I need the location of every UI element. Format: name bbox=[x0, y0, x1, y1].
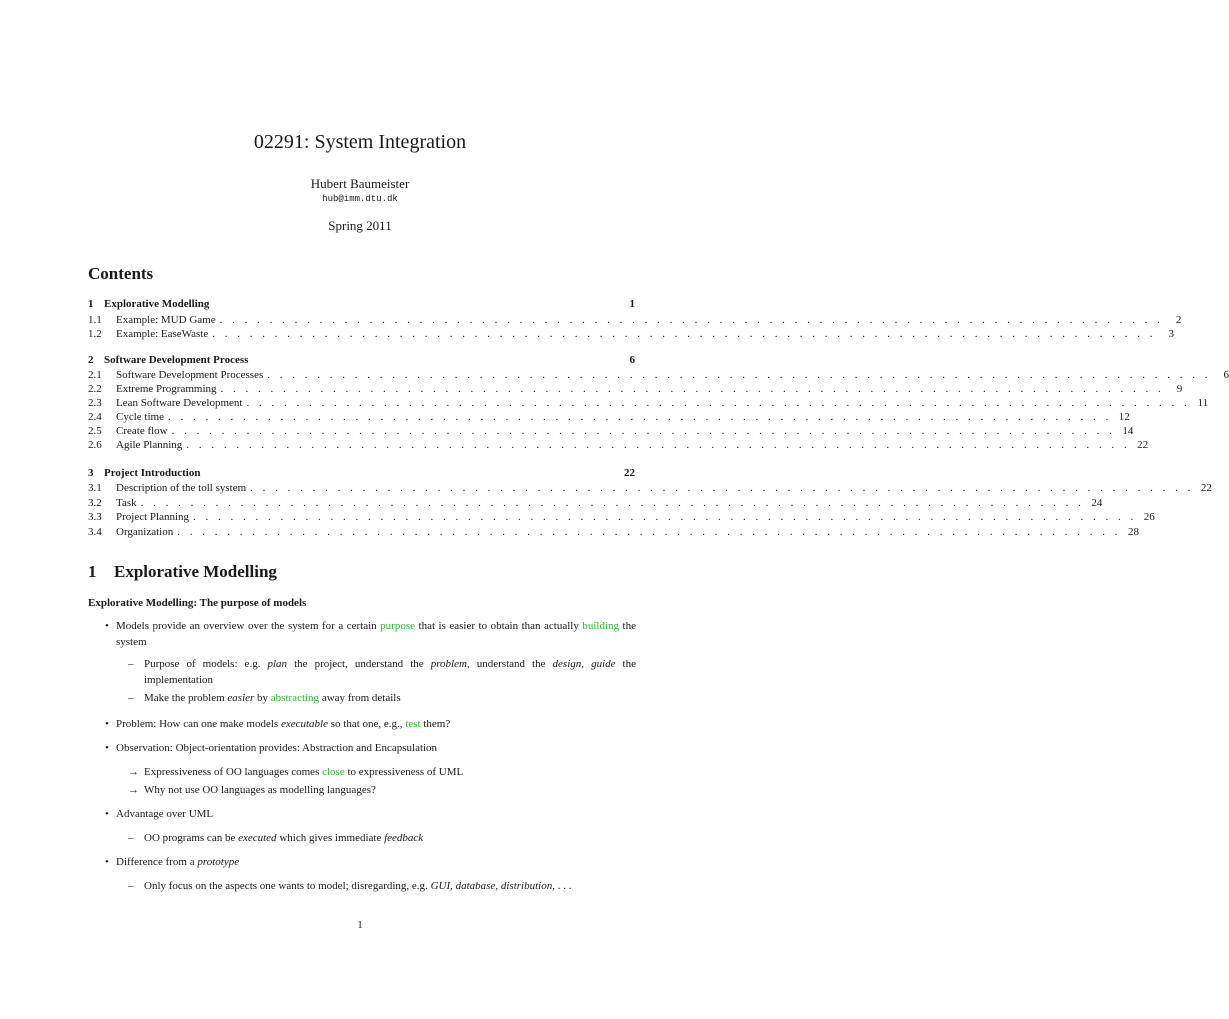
toc-entry-number: 1.2 bbox=[88, 328, 102, 340]
emphasis: distribution bbox=[500, 880, 553, 892]
emphasis: guide bbox=[591, 658, 616, 670]
dash-icon: – bbox=[128, 692, 134, 704]
toc-page-number: 22 bbox=[624, 467, 635, 479]
text-run: so that one, e.g., bbox=[328, 718, 406, 730]
page-number: 1 bbox=[357, 919, 363, 931]
toc-entry-number: 2.2 bbox=[88, 383, 102, 395]
toc-page-number: 6 bbox=[1223, 369, 1229, 381]
toc-entry-2-5[interactable] bbox=[88, 425, 1134, 439]
text-run: the system bbox=[116, 620, 636, 648]
toc-entry-title: Lean Software Development bbox=[116, 397, 243, 409]
arrow-right-icon: → bbox=[128, 784, 139, 796]
toc-entry-title: Organization bbox=[116, 526, 174, 538]
text-run: that is easier to obtain than actually bbox=[415, 620, 583, 632]
toc-entry-title: Example: EaseWaste bbox=[116, 328, 209, 340]
toc-entry-title: Create flow bbox=[116, 425, 168, 437]
toc-page-number: 14 bbox=[1122, 425, 1134, 437]
toc-entry-title: Description of the toll system bbox=[116, 482, 247, 494]
toc-page-number: 1 bbox=[629, 298, 635, 310]
list-item-text bbox=[144, 878, 636, 894]
document-author: Hubert Baumeister bbox=[310, 176, 410, 191]
toc-section-2[interactable] bbox=[88, 354, 635, 368]
section-heading-1 bbox=[88, 562, 277, 582]
toc-page-number: 2 bbox=[1175, 314, 1182, 326]
author-email: hub@imm.dtu.dk bbox=[322, 194, 398, 204]
toc-entry-2-4[interactable] bbox=[88, 411, 1130, 425]
emphasis: feedback bbox=[384, 832, 424, 844]
emphasis: GUI bbox=[430, 880, 451, 892]
list-item-text bbox=[116, 618, 636, 650]
emphasis: executable bbox=[280, 718, 328, 730]
list-item-text: Why not use OO languages as modelling languages? bbox=[144, 784, 376, 796]
contents-heading: Contents bbox=[88, 264, 154, 283]
toc-entry-2-1[interactable] bbox=[88, 369, 1229, 383]
toc-leader-dots: . . . . . . . . . . . . . . . . . . . . . . . . . . . . . . . . . . . . . . . . . . . . . . . . . . . . . . . . . . . . . . . . . . . . . . . . . . . . bbox=[167, 411, 1112, 423]
toc-leader-dots: . . . . . . . . . . . . . . . . . . . . . . . . . . . . . . . . . . . . . . . . . . . . . . . . . . . . . . . . . . . . . . . . . . . . . . . . . . . . bbox=[250, 482, 1194, 494]
text-run: , bbox=[581, 658, 592, 670]
toc-entry-3-4[interactable] bbox=[88, 526, 1139, 540]
text-run: by bbox=[254, 692, 271, 704]
text-run: the implementation bbox=[144, 658, 636, 686]
toc-section-1[interactable] bbox=[88, 298, 635, 312]
emphasis: plan bbox=[267, 658, 288, 670]
toc-entry-1-2[interactable] bbox=[88, 328, 1175, 342]
dash-icon: – bbox=[128, 658, 134, 670]
toc-page-number: 22 bbox=[1137, 439, 1149, 451]
text-run: , bbox=[495, 880, 501, 892]
toc-leader-dots: . . . . . . . . . . . . . . . . . . . . . . . . . . . . . . . . . . . . . . . . . . . . . . . . . . . . . . . . . . . . . . . . . . . . . . . . . . . . bbox=[171, 425, 1116, 437]
toc-section-number: 3 bbox=[88, 467, 94, 479]
toc-page-number: 28 bbox=[1127, 526, 1139, 538]
toc-entry-1-1[interactable] bbox=[88, 314, 1182, 328]
toc-page-number: 22 bbox=[1200, 482, 1212, 494]
emphasis: executed bbox=[238, 832, 277, 844]
toc-section-number: 1 bbox=[88, 298, 94, 310]
text-run: Difference from a bbox=[116, 856, 198, 868]
toc-entry-2-3[interactable] bbox=[88, 397, 1209, 411]
toc-entry-number: 3.4 bbox=[88, 526, 102, 538]
toc-leader-dots: . . . . . . . . . . . . . . . . . . . . . . . . . . . . . . . . . . . . . . . . . . . . . . . . . . . . . . . . . . . . . . . . . . . . . . . . . . . . bbox=[186, 439, 1131, 451]
toc-entry-title: Software Development Processes bbox=[116, 369, 264, 381]
text-run: Make the problem bbox=[144, 692, 228, 704]
text-run: which gives immediate bbox=[276, 832, 385, 844]
toc-entry-number: 2.4 bbox=[88, 411, 102, 423]
toc-page-number: 24 bbox=[1091, 497, 1103, 509]
toc-page-number: 3 bbox=[1168, 328, 1175, 340]
toc-entry-2-2[interactable] bbox=[88, 383, 1183, 397]
toc-entry-number: 3.3 bbox=[88, 511, 102, 523]
text-run: the project, understand the bbox=[287, 658, 431, 670]
list-item-text bbox=[144, 764, 636, 780]
toc-entry-title: Task bbox=[116, 497, 137, 509]
text-run: them? bbox=[420, 718, 451, 730]
text-run: Problem: How can one make models bbox=[116, 718, 281, 730]
toc-entry-title: Extreme Programming bbox=[116, 383, 217, 395]
toc-entry-title: Agile Planning bbox=[116, 439, 183, 451]
toc-entry-3-1[interactable] bbox=[88, 482, 1212, 496]
toc-page-number: 12 bbox=[1118, 411, 1130, 423]
list-item-text bbox=[116, 716, 636, 732]
toc-section-title: Explorative Modelling bbox=[104, 298, 210, 310]
toc-leader-dots: . . . . . . . . . . . . . . . . . . . . . . . . . . . . . . . . . . . . . . . . . . . . . . . . . . . . . . . . . . . . . . . . . . . . . . . . . . . . bbox=[212, 328, 1157, 340]
text-run: , . . . bbox=[552, 880, 572, 892]
list-item-text: Advantage over UML bbox=[116, 808, 214, 820]
toc-entry-2-6[interactable] bbox=[88, 439, 1149, 453]
list-item-text: Observation: Object-orientation provides: Abstraction and Encapsulation bbox=[116, 742, 438, 754]
toc-leader-dots: . . . . . . . . . . . . . . . . . . . . . . . . . . . . . . . . . . . . . . . . . . . . . . . . . . . . . . . . . . . . . . . . . . . . . . . . . . . . bbox=[193, 511, 1137, 523]
bullet-icon: • bbox=[105, 742, 109, 754]
emphasis: problem bbox=[430, 658, 467, 670]
toc-section-title: Project Introduction bbox=[104, 467, 201, 479]
text-run: Models provide an overview over the system for a certain bbox=[116, 620, 381, 632]
toc-page-number: 26 bbox=[1143, 511, 1155, 523]
toc-entry-number: 2.6 bbox=[88, 439, 102, 451]
toc-leader-dots: . . . . . . . . . . . . . . . . . . . . . . . . . . . . . . . . . . . . . . . . . . . . . . . . . . . . . . . . . . . . . . . . . . . . . . . . . . . . bbox=[220, 383, 1165, 395]
section-number: 1 bbox=[88, 562, 97, 581]
section-title: Explorative Modelling bbox=[114, 562, 277, 581]
toc-section-3[interactable] bbox=[88, 467, 635, 481]
toc-entry-number: 2.1 bbox=[88, 369, 102, 381]
emphasis: easier bbox=[227, 692, 255, 704]
document-title: 02291: System Integration bbox=[253, 131, 467, 153]
toc-page-number: 9 bbox=[1176, 383, 1183, 395]
keyword-link[interactable]: close bbox=[322, 766, 345, 778]
document-date: Spring 2011 bbox=[328, 218, 392, 233]
bullet-icon: • bbox=[105, 718, 109, 730]
dash-icon: – bbox=[128, 832, 134, 844]
toc-page-number: 11 bbox=[1197, 397, 1209, 409]
text-run: OO programs can be bbox=[144, 832, 239, 844]
toc-leader-dots: . . . . . . . . . . . . . . . . . . . . . . . . . . . . . . . . . . . . . . . . . . . . . . . . . . . . . . . . . . . . . . . . . . . . . . . . . . . . bbox=[246, 397, 1191, 409]
bullet-icon: • bbox=[105, 808, 109, 820]
text-run: Purpose of models: e.g. bbox=[144, 658, 268, 670]
toc-entry-title: Project Planning bbox=[116, 511, 190, 523]
text-run: Expressiveness of OO languages comes bbox=[144, 766, 323, 778]
toc-page-number: 6 bbox=[629, 354, 635, 366]
keyword-link[interactable]: test bbox=[405, 718, 421, 730]
toc-leader-dots: . . . . . . . . . . . . . . . . . . . . . . . . . . . . . . . . . . . . . . . . . . . . . . . . . . . . . . . . . . . . . . . . . . . . . . . . . . . . bbox=[177, 526, 1121, 538]
frame-title: Explorative Modelling: The purpose of models bbox=[88, 597, 307, 609]
emphasis: design bbox=[552, 658, 582, 670]
emphasis: database bbox=[455, 880, 496, 892]
toc-section-number: 2 bbox=[88, 354, 94, 366]
toc-entry-number: 2.5 bbox=[88, 425, 102, 437]
dash-icon: – bbox=[128, 880, 134, 892]
arrow-right-icon: → bbox=[128, 766, 139, 778]
list-item-text bbox=[144, 656, 636, 688]
keyword-link[interactable]: purpose bbox=[380, 620, 415, 632]
toc-entry-number: 2.3 bbox=[88, 397, 102, 409]
list-item-text bbox=[144, 690, 636, 706]
list-item-text bbox=[144, 830, 636, 846]
list-item-text bbox=[116, 854, 636, 870]
text-run: , bbox=[450, 880, 456, 892]
text-run: away from details bbox=[319, 692, 401, 704]
bullet-icon: • bbox=[105, 620, 109, 632]
text-run: , understand the bbox=[466, 658, 553, 670]
emphasis: prototype bbox=[197, 856, 240, 868]
toc-leader-dots: . . . . . . . . . . . . . . . . . . . . . . . . . . . . . . . . . . . . . . . . . . . . . . . . . . . . . . . . . . . . . . . . . . . . . . . . . . . . bbox=[140, 497, 1085, 509]
text-run: to expressiveness of UML bbox=[344, 766, 464, 778]
toc-entry-3-3[interactable] bbox=[88, 511, 1155, 525]
keyword-link[interactable]: building bbox=[582, 620, 620, 632]
toc-entry-number: 3.2 bbox=[88, 497, 102, 509]
toc-entry-title: Example: MUD Game bbox=[116, 314, 216, 326]
toc-entry-number: 3.1 bbox=[88, 482, 102, 494]
toc-leader-dots: . . . . . . . . . . . . . . . . . . . . . . . . . . . . . . . . . . . . . . . . . . . . . . . . . . . . . . . . . . . . . . . . . . . . . . . . . . . . bbox=[219, 314, 1164, 326]
keyword-link[interactable]: abstracting bbox=[270, 692, 320, 704]
toc-section-title: Software Development Process bbox=[104, 354, 249, 366]
text-run: Only focus on the aspects one wants to model; disregarding, e.g. bbox=[144, 880, 431, 892]
toc-entry-title: Cycle time bbox=[116, 411, 164, 423]
toc-leader-dots: . . . . . . . . . . . . . . . . . . . . . . . . . . . . . . . . . . . . . . . . . . . . . . . . . . . . . . . . . . . . . . . . . . . . . . . . . . . . bbox=[267, 369, 1211, 381]
bullet-icon: • bbox=[105, 856, 109, 868]
toc-entry-number: 1.1 bbox=[88, 314, 102, 326]
toc-entry-3-2[interactable] bbox=[88, 497, 1103, 511]
